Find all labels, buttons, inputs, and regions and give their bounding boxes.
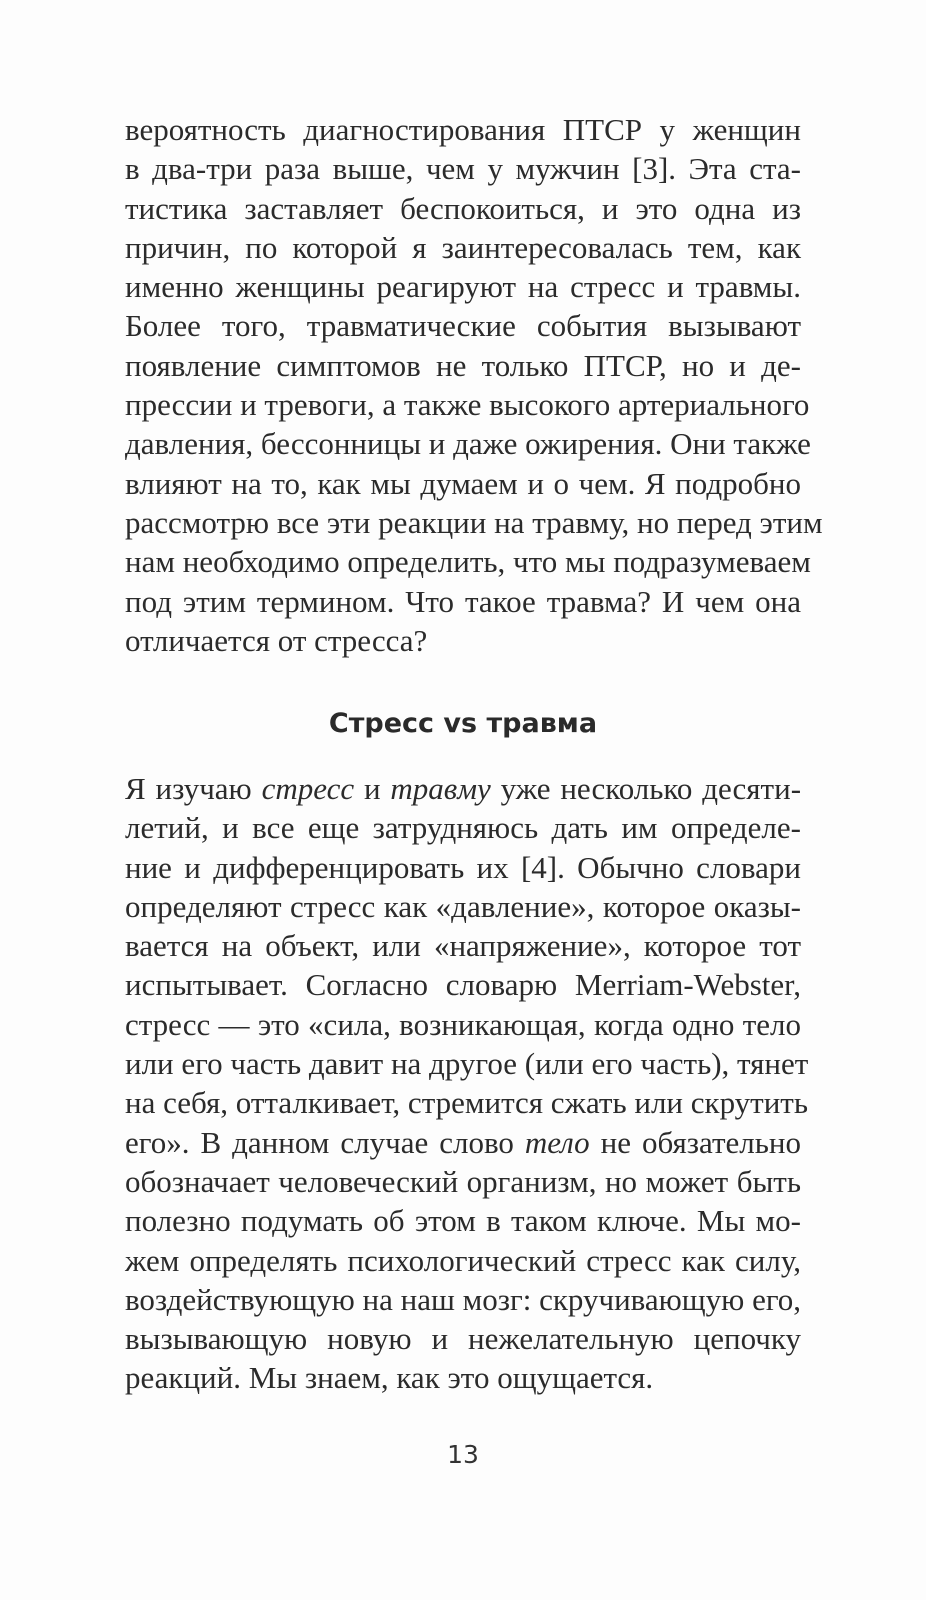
text-line: в два-три раза выше, чем у мужчин [3]. Эта ста- [125,151,801,187]
text-line: Более того, травматические события вызывают [125,308,801,344]
text-segment: его». В данном случае слово [125,1124,525,1160]
italic-term: стресс [261,771,355,806]
text-line [125,769,801,808]
text-segment: не обязательно [589,1124,801,1160]
text-line: под этим термином. Что такое травма? И чем она [125,583,801,619]
text-line [125,1123,801,1162]
text-line: воздействующую на наш мозг: скручивающую его, [125,1281,802,1317]
text-line: рассмотрю все эти реакции на травму, но перед этим [125,504,823,540]
text-line: определяют стресс как «давление», которое оказы- [125,888,801,924]
text-line: причин, по которой я заинтересовалась тем, как [125,229,801,265]
text-line: на себя, отталкивает, стремится сжать или скрутить [125,1085,808,1121]
italic-term: тело [524,1124,590,1160]
text-line: нам необходимо определить, что мы подразумеваем [125,544,811,580]
text-line: отличается от стресса? [125,622,428,658]
text-segment: Я изучаю [125,771,262,806]
paragraph-1 [125,110,823,660]
text-line: вызывающую новую и нежелательную цепочку [125,1321,801,1357]
text-line: или его часть давит на другое (или его часть), тянет [125,1046,809,1082]
italic-term: травму [390,771,491,806]
section-heading: Стресс vs травма [328,708,598,739]
text-line: стресс — это «сила, возникающая, когда одно тело [125,1006,801,1042]
text-segment: и [354,771,391,806]
text-line: жем определять психологический стресс как силу, [125,1242,801,1278]
text-line: влияют на то, как мы думаем и о чем. Я подробно [125,465,801,501]
text-line: вается на объект, или «напряжение», которое тот [125,928,801,964]
text-segment: уже несколько десяти- [490,771,802,806]
text-line: прессии и тревоги, а также высокого артериального [125,387,810,423]
text-line: реакций. Мы знаем, как это ощущается. [125,1360,654,1396]
paragraph-2 [125,769,809,1398]
text-line: летий, и все еще затрудняюсь дать им определе- [125,810,801,846]
text-line: полезно подумать об этом в таком ключе. Мы мо- [125,1203,801,1239]
text-line: появление симптомов не только ПТСР, но и де- [125,347,801,383]
text-line: тистика заставляет беспокоиться, и это одна из [125,190,801,226]
text-line: обозначает человеческий организм, но может быть [125,1163,801,1199]
text-line: испытывает. Согласно словарю Merriam-Webster, [125,967,801,1003]
page-number: 13 [447,1440,479,1469]
text-line: давления, бессонницы и даже ожирения. Они также [125,426,811,462]
text-line: вероятность диагностирования ПТСР у женщин [125,112,801,147]
text-line: ние и дифференцировать их [4]. Обычно словари [125,849,801,885]
text-line: именно женщины реагируют на стресс и травмы. [125,269,801,305]
